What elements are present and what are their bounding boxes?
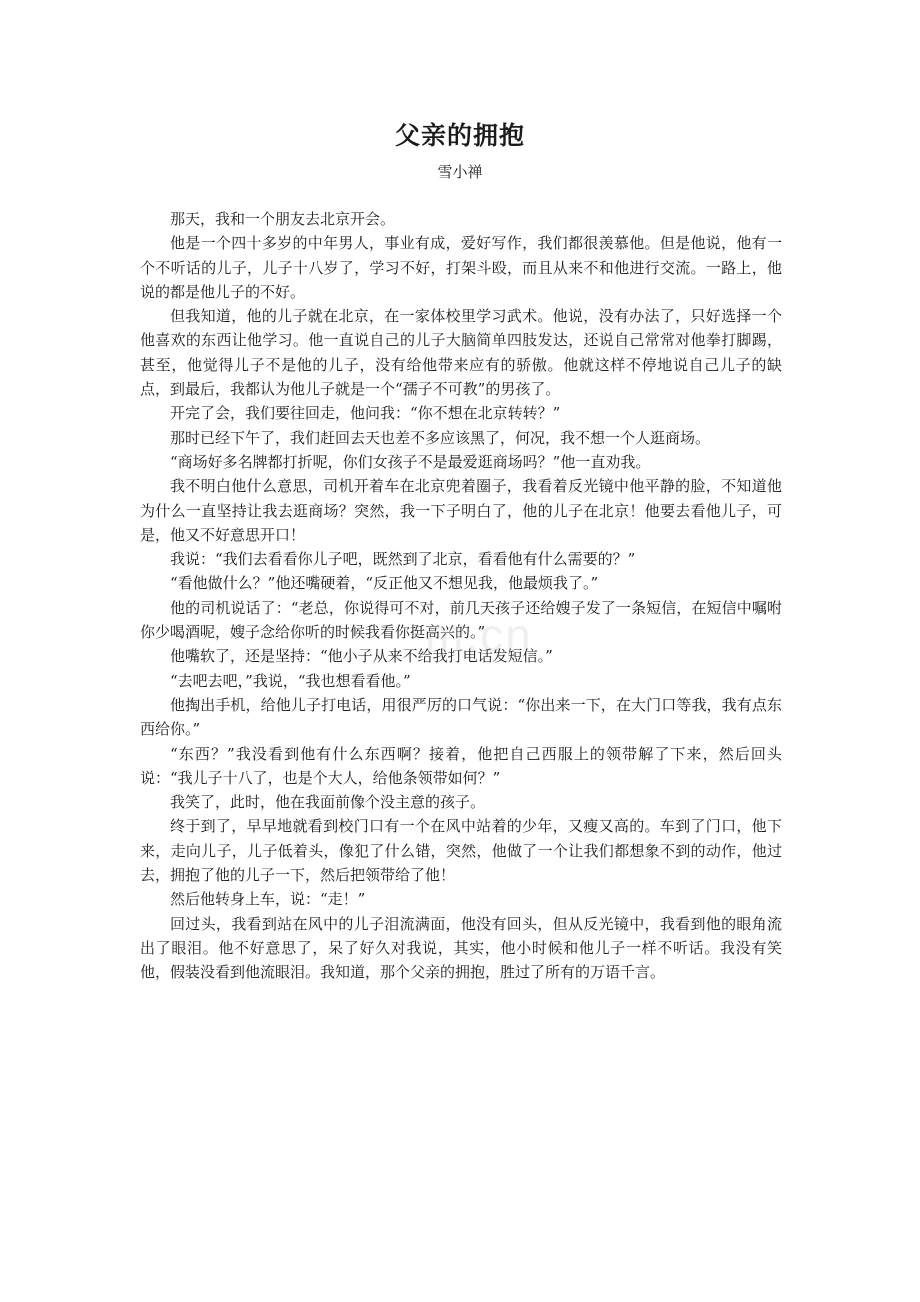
paragraph: 终于到了，早早地就看到校门口有一个在风中站着的少年，又瘦又高的。车到了门口，他下来，走向儿子，儿子低着头，像犯了什么错，突然，他做了一个让我们都想象不到的动作，他过去，拥抱了他的儿子一下，然后把领带给了他！: [140, 817, 782, 885]
author-name: 雪小禅: [437, 163, 483, 181]
paragraph: “去吧去吧，”我说，“我也想看看他。”: [170, 671, 411, 690]
article-body: [140, 207, 782, 985]
paragraph: “看他做什么？”他还嘴硬着，“反正他又不想见我，他最烦我了。”: [170, 574, 599, 593]
paragraph: “商场好多名牌都打折呢，你们女孩子不是最爱逛商场吗？”他一直劝我。: [170, 452, 651, 471]
paragraph: 开完了会，我们要往回走，他问我：“你不想在北京转转？”: [170, 404, 561, 423]
paragraph: 我说：“我们去看看你儿子吧，既然到了北京，看看他有什么需要的？”: [170, 550, 636, 569]
paragraph: 他的司机说话了：“老总，你说得可不对，前几天孩子还给嫂子发了一条短信，在短信中嘱咐你少喝酒呢，嫂子念给你听的时候我看你挺高兴的。”: [140, 598, 782, 642]
paragraph: 回过头，我看到站在风中的儿子泪流满面，他没有回头，但从反光镜中，我看到他的眼角流出了眼泪。他不好意思了，呆了好久对我说，其实，他小时候和他儿子一样不听话。我没有笑他，假装没看到他流眼泪。我知道，那个父亲的拥抱，胜过了所有的万语千言。: [140, 914, 782, 982]
paragraph: 然后他转身上车，说：“走！”: [170, 890, 366, 909]
paragraph: 他掏出手机，给他儿子打电话，用很严厉的口气说：“你出来一下，在大门口等我，我有点东西给你。”: [140, 695, 782, 739]
watermark: m.cn: [425, 609, 533, 661]
paragraph: 但我知道，他的儿子就在北京，在一家体校里学习武术。他说，没有办法了，只好选择一个他喜欢的东西让他学习。他一直说自己的儿子大脑简单四肢发达，还说自己常常对他拳打脚踢，甚至，他觉得儿子不是他的儿子，没有给他带来应有的骄傲。他就这样不停地说自己儿子的缺点，到最后，我都认为他儿子就是一个“孺子不可教”的男孩了。: [140, 307, 782, 399]
paragraph: 那天，我和一个朋友去北京开会。: [170, 210, 396, 228]
paragraph: “东西？”我没看到他有什么东西啊？接着，他把自己西服上的领带解了下来，然后回头说：“我儿子十八了，也是个大人，给他条领带如何？”: [140, 744, 782, 787]
paragraph: 我不明白他什么意思，司机开着车在北京兜着圈子，我看着反光镜中他平静的脸，不知道他为什么一直坚持让我去逛商场？突然，我一下子明白了，他的儿子在北京！他要去看他儿子，可是，他又不好意思开口！: [140, 477, 782, 544]
paragraph: 我笑了，此时，他在我面前像个没主意的孩子。: [170, 793, 486, 812]
paragraph: 他嘴软了，还是坚持：“他小子从来不给我打电话发短信。”: [170, 647, 553, 666]
paragraph: 那时已经下午了，我们赶回去天也差不多应该黑了，何况，我不想一个人逛商场。: [170, 428, 711, 447]
paragraph: 他是一个四十多岁的中年男人，事业有成，爱好写作，我们都很羡慕他。但是他说，他有一个不听话的儿子，儿子十八岁了，学习不好，打架斗殴，而且从来不和他进行交流。一路上，他说的都是他儿子的不好。: [140, 234, 782, 301]
document-title: 父亲的拥抱: [394, 121, 525, 150]
